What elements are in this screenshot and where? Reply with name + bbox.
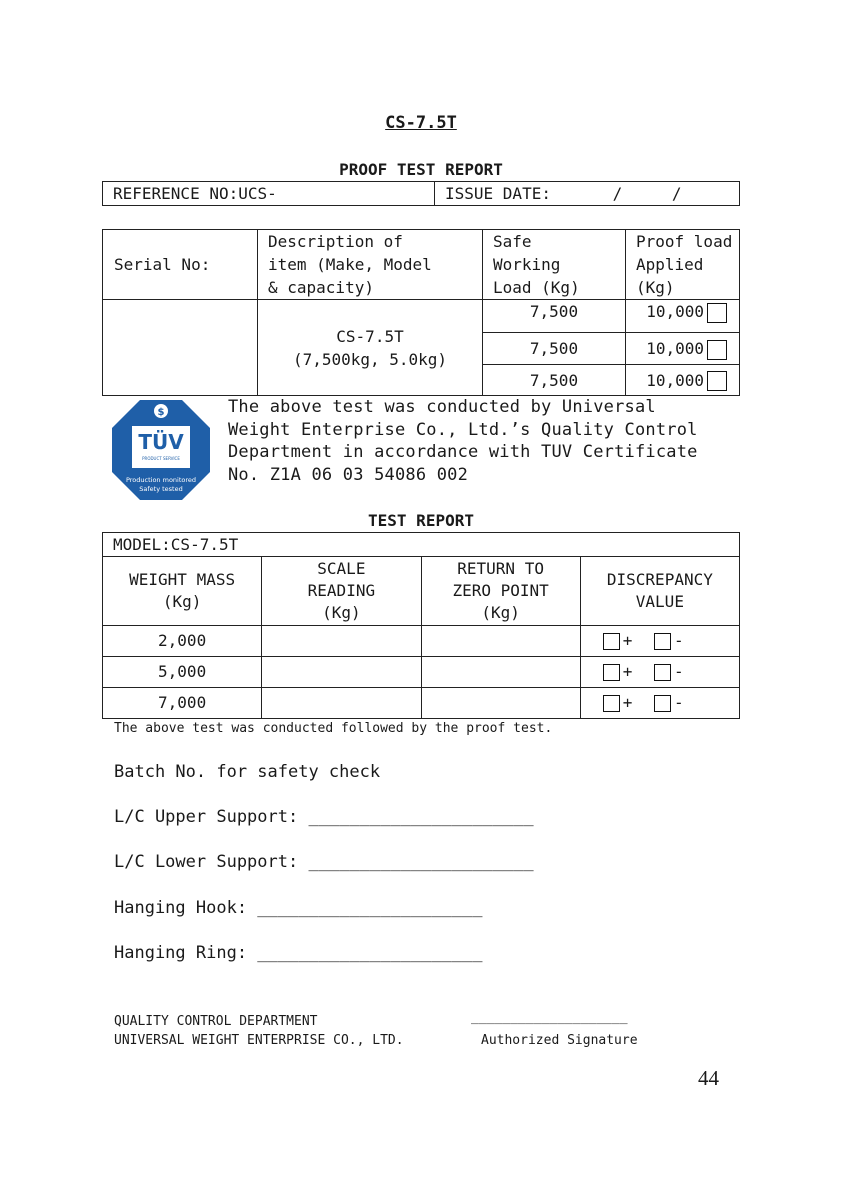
scale-reading-cell[interactable]	[262, 626, 421, 657]
date-separator: /	[612, 184, 623, 203]
document-title: CS-7.5T	[385, 113, 457, 133]
weight-value: 5,000	[103, 657, 262, 688]
minus-checkbox[interactable]	[654, 633, 671, 650]
header-line: RETURN TO	[457, 559, 544, 578]
hanging-ring-field[interactable]: Hanging Ring: ______________________	[114, 943, 483, 963]
reference-table	[102, 181, 740, 206]
statement-line: The above test was conducted by Universal	[228, 397, 656, 417]
company-name: UNIVERSAL WEIGHT ENTERPRISE CO., LTD.	[114, 1033, 404, 1048]
plus-checkbox[interactable]	[603, 695, 620, 712]
minus-sign: -	[674, 662, 684, 681]
header-line: Proof load	[636, 232, 733, 251]
header-line: Load (Kg)	[493, 278, 580, 297]
weight-value: 2,000	[103, 626, 262, 657]
proof-value	[626, 365, 740, 396]
minus-sign: -	[674, 693, 684, 712]
tuv-logo	[110, 398, 212, 502]
batch-label: Batch No. for safety check	[114, 762, 381, 782]
header-line: Applied	[636, 255, 704, 274]
statement-line: Weight Enterprise Co., Ltd.’s Quality Control	[228, 419, 698, 440]
minus-sign: -	[674, 631, 684, 650]
header-line: DISCREPANCY	[606, 570, 713, 589]
proof-load: 10,000	[646, 339, 704, 358]
item-model: CS-7.5T	[336, 326, 404, 346]
plus-sign: +	[622, 693, 633, 712]
page-number: 44	[698, 1066, 719, 1090]
date-separator: /	[671, 184, 682, 203]
signature-line[interactable]: ____________________	[471, 1010, 628, 1025]
serial-header: Serial No:	[103, 230, 258, 300]
issue-date	[435, 182, 740, 206]
header-line: (Kg)	[636, 278, 675, 297]
tuv-mark: TÜV	[138, 430, 184, 454]
header-line: WEIGHT MASS	[129, 570, 236, 589]
signature-label: Authorized Signature	[481, 1033, 638, 1048]
description-header	[258, 230, 483, 300]
model-cell: MODEL:CS-7.5T	[103, 533, 740, 557]
discrepancy-cell	[580, 626, 739, 657]
test-note: The above test was conducted followed by the proof test.	[114, 721, 553, 736]
issue-date-label: ISSUE DATE:	[445, 184, 551, 203]
test-report-heading: TEST REPORT	[368, 511, 474, 530]
header-line: & capacity)	[268, 278, 374, 297]
minus-checkbox[interactable]	[654, 695, 671, 712]
header-line: (Kg)	[162, 592, 202, 611]
header-line: Safe	[493, 232, 532, 251]
checkbox[interactable]	[707, 303, 727, 323]
plus-sign: +	[622, 662, 633, 681]
proof-load: 10,000	[646, 370, 704, 390]
header-line: Working	[493, 255, 561, 274]
swl-header	[483, 230, 626, 300]
header-line: READING	[307, 581, 376, 600]
qc-department: QUALITY CONTROL DEPARTMENT	[114, 1014, 318, 1029]
header-line: (Kg)	[322, 603, 361, 622]
plus-sign: +	[622, 631, 633, 650]
proof-value	[626, 333, 740, 365]
header-line: SCALE	[317, 559, 366, 578]
zero-point-cell[interactable]	[421, 688, 580, 719]
minus-checkbox[interactable]	[654, 664, 671, 681]
upper-support-field[interactable]: L/C Upper Support: ______________________	[114, 807, 534, 827]
tuv-caption	[114, 476, 208, 494]
header-line: VALUE	[635, 592, 684, 611]
zero-header	[421, 557, 580, 626]
proof-header	[626, 230, 740, 300]
tuv-caption-line: Safety tested	[139, 485, 183, 493]
scale-header	[262, 557, 421, 626]
weight-header	[103, 557, 262, 626]
discrepancy-cell	[580, 688, 739, 719]
report-heading: PROOF TEST REPORT	[339, 160, 503, 179]
checkbox[interactable]	[707, 340, 727, 360]
serial-cell	[103, 300, 258, 396]
reference-no: REFERENCE NO:UCS-	[103, 182, 435, 206]
swl-value: 7,500	[483, 300, 626, 333]
weight-value: 7,000	[103, 688, 262, 719]
tuv-sub: PRODUCT SERVICE	[142, 456, 180, 461]
svg-text:$: $	[157, 407, 165, 418]
proof-load: 10,000	[646, 302, 704, 321]
tuv-caption-line: Production monitored	[125, 476, 197, 484]
tuv-statement	[228, 396, 738, 486]
header-line: ZERO POINT	[452, 581, 549, 600]
statement-line: Department in accordance with TUV Certificate	[228, 442, 698, 462]
hanging-hook-field[interactable]: Hanging Hook: ______________________	[114, 898, 483, 918]
header-line: item (Make, Model	[268, 255, 432, 274]
lower-support-field[interactable]: L/C Lower Support: ______________________	[114, 852, 534, 872]
statement-line: No. Z1A 06 03 54086 002	[228, 464, 469, 485]
swl-value: 7,500	[483, 333, 626, 365]
checkbox[interactable]	[707, 371, 727, 391]
header-line: Description of	[268, 232, 403, 251]
zero-point-cell[interactable]	[421, 657, 580, 688]
proof-load-table	[102, 229, 740, 396]
zero-point-cell[interactable]	[421, 626, 580, 657]
header-line: (Kg)	[481, 603, 520, 622]
plus-checkbox[interactable]	[603, 664, 620, 681]
discrepancy-header	[580, 557, 739, 626]
item-description	[258, 300, 483, 396]
proof-value	[626, 300, 740, 333]
plus-checkbox[interactable]	[603, 633, 620, 650]
scale-reading-cell[interactable]	[262, 657, 421, 688]
test-report-table	[102, 532, 740, 719]
item-capacity: (7,500kg, 5.0kg)	[292, 349, 448, 369]
discrepancy-cell	[580, 657, 739, 688]
scale-reading-cell[interactable]	[262, 688, 421, 719]
swl-value: 7,500	[483, 365, 626, 396]
